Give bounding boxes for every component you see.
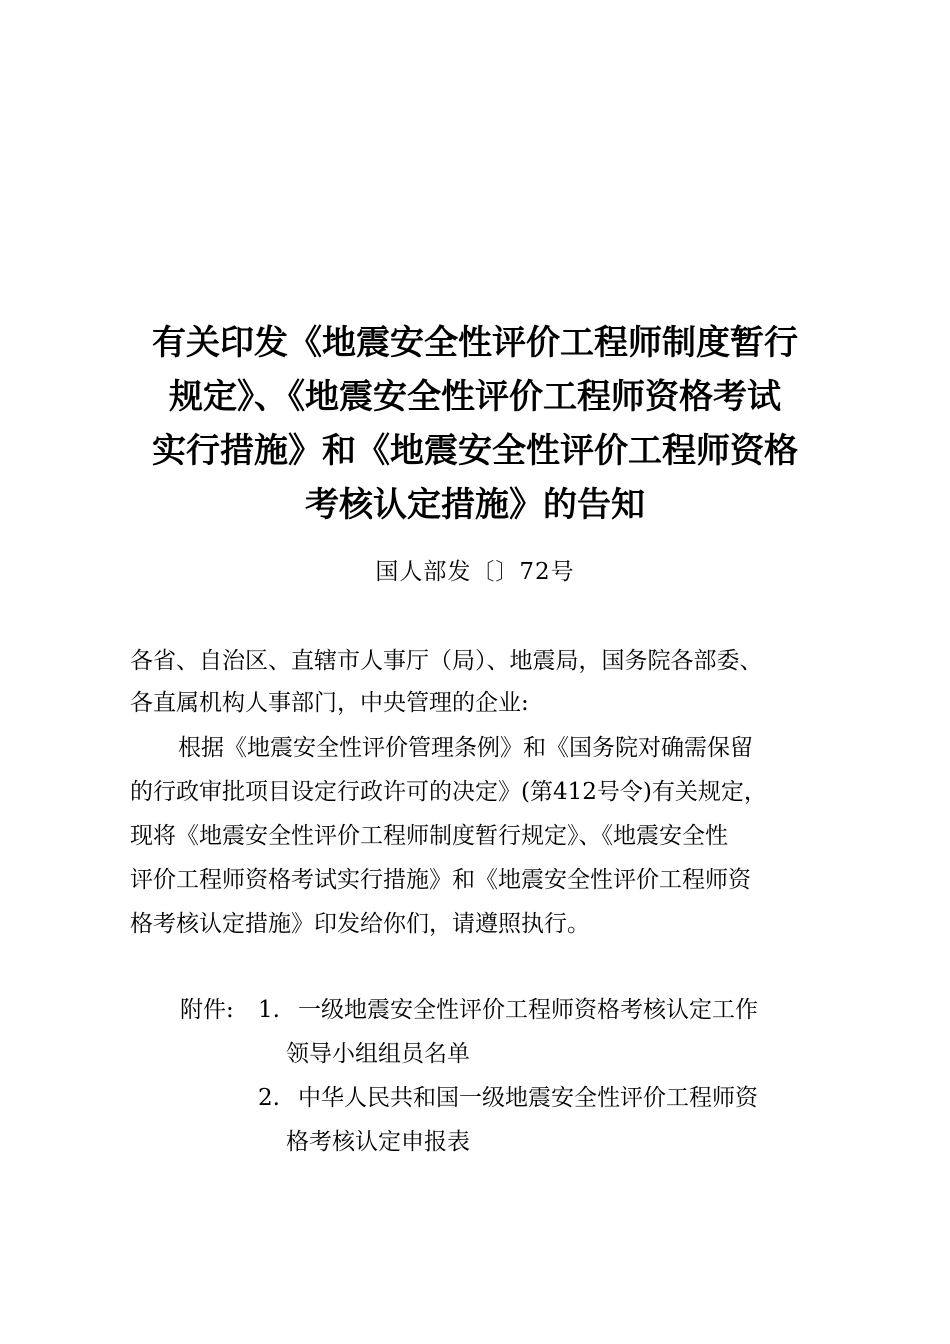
attachment-text: 领导小组组员名单 [286,1041,470,1067]
body-line: 的行政审批项目设定行政许可的决定》(第412号令)有关规定， [130,779,767,805]
body-line: 评价工程师资格考试实行措施》和《地震安全性评价工程师资 [130,867,751,893]
attachment-text: 格考核认定申报表 [286,1129,470,1155]
recipient-block [130,640,830,724]
attachment-text: 中华人民共和国一级地震安全性评价工程师资 [298,1085,758,1111]
attachment-spacer [180,1120,286,1164]
document-title [130,316,820,532]
title-line: 实行措施》和《地震安全性评价工程师资格 [152,431,798,471]
recipient-line: 各直属机构人事部门，中央管理的企业: [130,690,529,716]
attachment-spacer [180,1032,286,1076]
attachment-number: 1. [258,997,280,1023]
attachments-block [180,988,830,1164]
body-paragraph [130,726,830,946]
recipient-line: 各省、自治区、直辖市人事厅（局）、地震局，国务院各部委、 [130,648,763,674]
attachments-label: 附件: [180,997,234,1023]
attachment-continuation [180,1032,830,1076]
attachment-item [180,1076,830,1120]
title-line: 规定》、《地震安全性评价工程师资格考试 [169,377,781,417]
attachment-item [180,988,830,1032]
attachment-text: 一级地震安全性评价工程师资格考核认定工作 [298,997,758,1023]
attachment-continuation [180,1120,830,1164]
attachment-spacer [180,1076,258,1120]
body-line: 格考核认定措施》印发给你们，请遵照执行。 [130,911,590,937]
title-line: 有关印发《地震安全性评价工程师制度暂行 [152,323,798,363]
title-line: 考核认定措施》的告知 [305,485,645,525]
document-number: 国人部发〔〕72号 [375,559,575,585]
body-line: 现将《地震安全性评价工程师制度暂行规定》、《地震安全性 [130,823,728,849]
attachment-number: 2. [258,1085,280,1111]
body-line: 根据《地震安全性评价管理条例》和《国务院对确需保留 [178,735,753,761]
